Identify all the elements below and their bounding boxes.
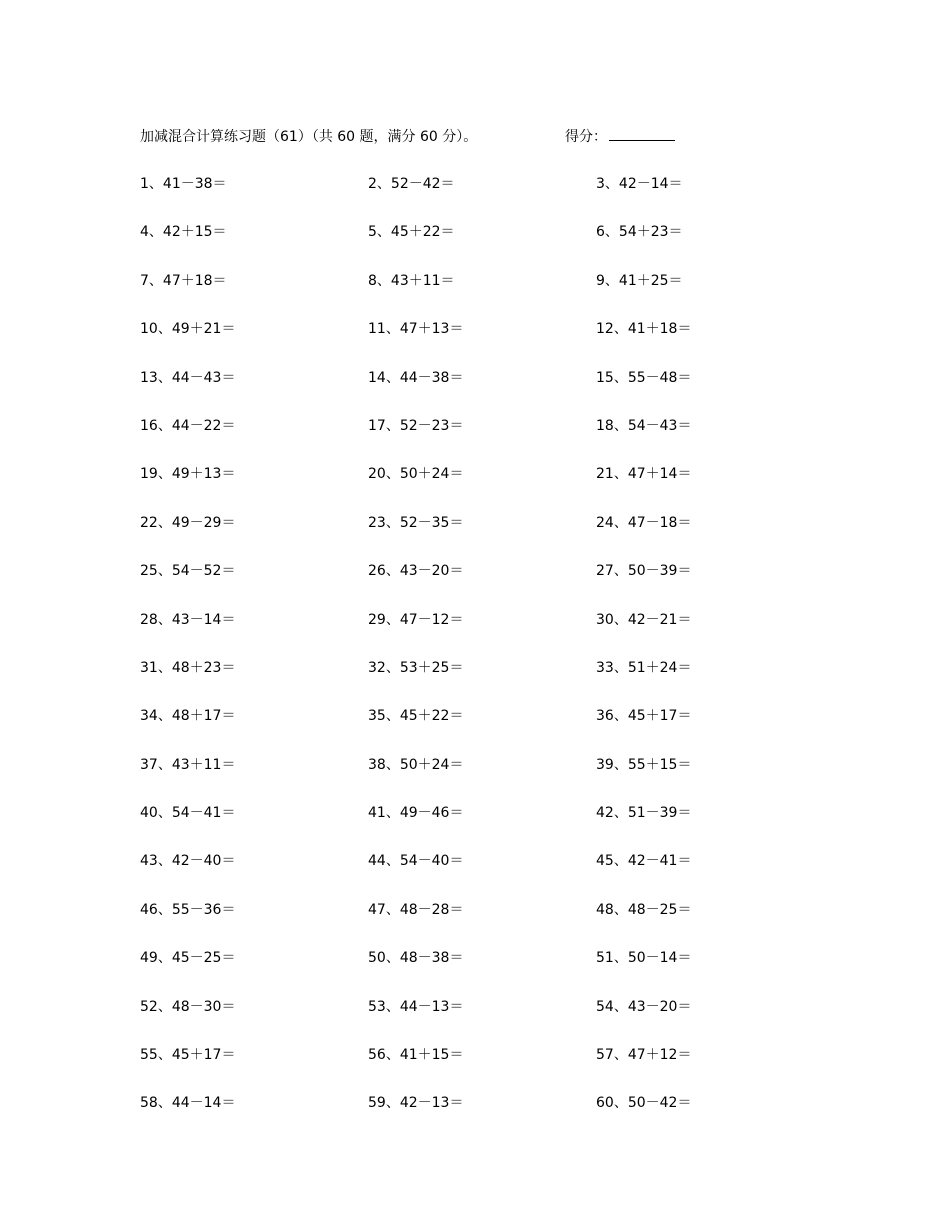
problem-item: 56、41＋15＝: [368, 1047, 464, 1064]
problem-item: 48、48－25＝: [596, 901, 692, 918]
problem-item: 3、42－14＝: [596, 176, 683, 192]
problem-item: 30、42－21＝: [596, 611, 692, 628]
problem-item: 40、54－41＝: [140, 805, 236, 822]
problem-item: 17、52－23＝: [368, 417, 464, 434]
problem-item: 9、41＋25＝: [596, 272, 683, 289]
problem-item: 21、47＋14＝: [596, 466, 692, 483]
problem-item: 2、52－42＝: [368, 176, 455, 192]
problem-item: 42、51－39＝: [596, 805, 692, 822]
worksheet-title: 加减混合计算练习题（61）（共 60 题，满分 60 分）。: [140, 129, 478, 145]
problem-item: 47、48－28＝: [368, 901, 464, 918]
problem-item: 53、44－13＝: [368, 998, 464, 1015]
problem-item: 12、41＋18＝: [596, 321, 692, 338]
problem-item: 4、42＋15＝: [140, 224, 227, 241]
problem-item: 29、47－12＝: [368, 611, 464, 628]
problem-item: 55、45＋17＝: [140, 1047, 236, 1064]
problem-item: 35、45＋22＝: [368, 708, 464, 725]
problem-item: 41、49－46＝: [368, 805, 464, 822]
problem-item: 31、48＋23＝: [140, 659, 236, 676]
problem-item: 19、49＋13＝: [140, 466, 236, 483]
problem-item: 36、45＋17＝: [596, 708, 692, 725]
problem-grid: [140, 172, 840, 1140]
problem-item: 59、42－13＝: [368, 1095, 464, 1112]
problem-item: 51、50－14＝: [596, 950, 692, 967]
problem-item: 60、50－42＝: [596, 1095, 692, 1112]
problem-item: 58、44－14＝: [140, 1095, 236, 1112]
problem-item: 26、43－20＝: [368, 563, 464, 580]
problem-item: 45、42－41＝: [596, 853, 692, 870]
problem-item: 22、49－29＝: [140, 514, 236, 531]
worksheet-header: [140, 125, 840, 149]
problem-item: 25、54－52＝: [140, 563, 236, 580]
problem-item: 38、50＋24＝: [368, 756, 464, 773]
problem-item: 27、50－39＝: [596, 563, 692, 580]
problem-item: 50、48－38＝: [368, 950, 464, 967]
problem-item: 23、52－35＝: [368, 514, 464, 531]
problem-item: 10、49＋21＝: [140, 321, 236, 338]
problem-item: 1、41－38＝: [140, 176, 227, 192]
problem-item: 20、50＋24＝: [368, 466, 464, 483]
problem-item: 37、43＋11＝: [140, 756, 236, 773]
problem-item: 24、47－18＝: [596, 514, 692, 531]
problem-item: 57、47＋12＝: [596, 1047, 692, 1064]
problem-item: 7、47＋18＝: [140, 272, 227, 289]
problem-item: 54、43－20＝: [596, 998, 692, 1015]
problem-item: 28、43－14＝: [140, 611, 236, 628]
problem-item: 5、45＋22＝: [368, 224, 455, 241]
problem-item: 14、44－38＝: [368, 369, 464, 386]
problem-item: 16、44－22＝: [140, 417, 236, 434]
problem-item: 18、54－43＝: [596, 417, 692, 434]
problem-item: 39、55＋15＝: [596, 756, 692, 773]
problem-item: 44、54－40＝: [368, 853, 464, 870]
score-area: [565, 125, 675, 149]
problem-item: 43、42－40＝: [140, 853, 236, 870]
problem-item: 11、47＋13＝: [368, 321, 464, 338]
problem-item: 8、43＋11＝: [368, 272, 455, 289]
problem-item: 49、45－25＝: [140, 950, 236, 967]
score-label: 得分：: [565, 129, 607, 145]
problem-item: 33、51＋24＝: [596, 659, 692, 676]
problem-item: 15、55－48＝: [596, 369, 692, 386]
problem-item: 52、48－30＝: [140, 998, 236, 1015]
problem-item: 46、55－36＝: [140, 901, 236, 918]
problem-item: 13、44－43＝: [140, 369, 236, 386]
problem-item: 32、53＋25＝: [368, 659, 464, 676]
problem-item: 34、48＋17＝: [140, 708, 236, 725]
score-blank: [609, 125, 675, 141]
problem-item: 6、54＋23＝: [596, 224, 683, 241]
